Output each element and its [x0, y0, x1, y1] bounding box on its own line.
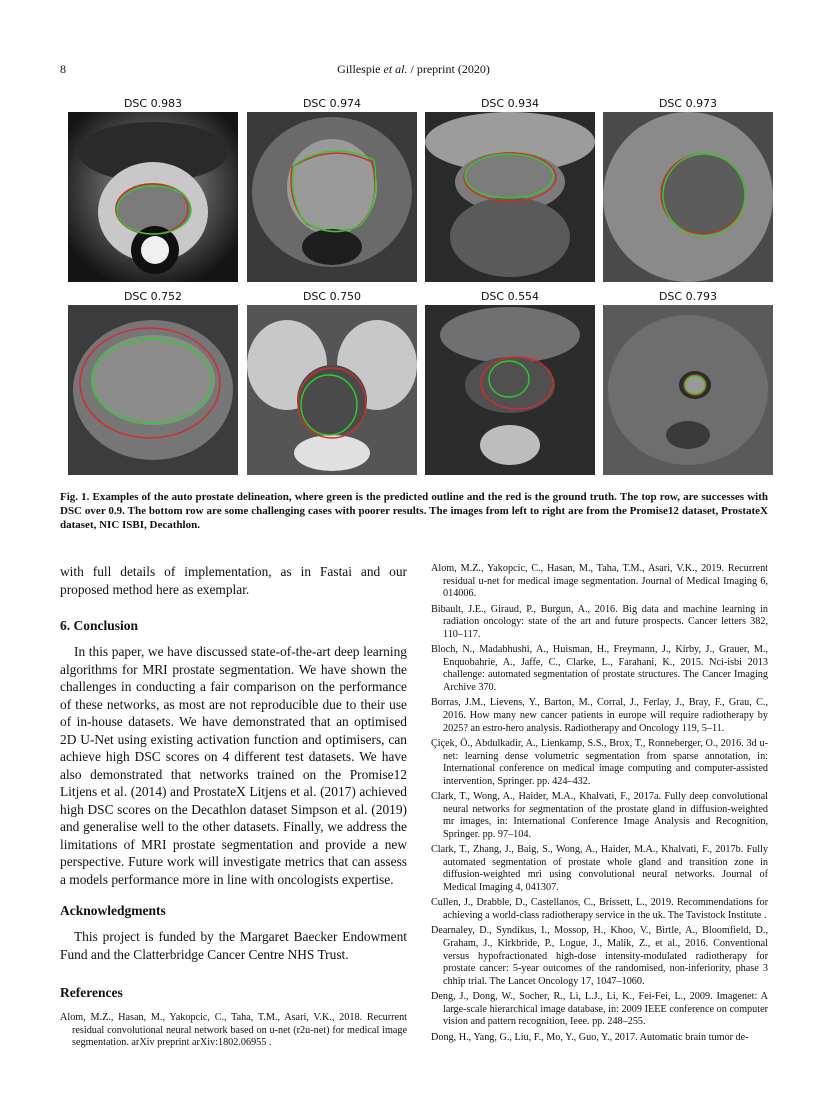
mri-scan-4	[603, 112, 773, 282]
conclusion-heading: 6. Conclusion	[60, 618, 139, 633]
panel-label-6: DSC 0.750	[302, 290, 362, 303]
running-head: Gillespie et al. / preprint (2020)	[337, 62, 490, 76]
panel-label-5: DSC 0.752	[123, 290, 183, 303]
acknowledgments-heading: Acknowledgments	[60, 903, 166, 918]
mri-scan-8	[603, 305, 773, 475]
reference-item: Çiçek, Ö., Abdulkadir, A., Lienkamp, S.S., Brox, T., Ronneberger, O., 2016. 3d u-net: learning dense volumetric segmentation from sparse annotation, in: International conference on medical image computing and computer-assisted intervention, Springer. pp. 424–432.	[431, 737, 768, 787]
panel-label-4: DSC 0.973	[658, 97, 718, 110]
reference-item: Dong, H., Yang, G., Liu, F., Mo, Y., Guo, Y., 2017. Automatic brain tumor de-	[431, 1031, 749, 1043]
reference-item: Alom, M.Z., Yakopcic, C., Hasan, M., Taha, T.M., Asari, V.K., 2019. Recurrent residual u-net for medical image segmentation. Journal of Medical Imaging 6, 014006.	[431, 563, 768, 600]
mri-scan-6	[247, 305, 417, 475]
acknowledgments-paragraph: This project is funded by the Margaret Baecker Endowment Fund and the Clatterbridge Cancer Centre NHS Trust.	[60, 929, 407, 962]
intro-paragraph: with full details of implementation, as in Fastai and our proposed method here as exemplar.	[60, 564, 407, 597]
reference-list-left	[60, 1012, 407, 1053]
figure-caption: Fig. 1. Examples of the auto prostate delineation, where green is the predicted outline and the red is the ground truth. The top row, are successes with DSC over 0.9. The bottom row are some challenging cases with poorer results. The images from left to right are from the Promise12 dataset, ProstateX dataset, NIC ISBI, Decathlon.	[60, 491, 768, 531]
reference-item: Cullen, J., Drabble, D., Castellanos, C., Brissett, L., 2019. Recommendations for achieving a world-class radiotherapy service in the uk. The Tavistock Institute .	[431, 897, 768, 922]
reference-item: Clark, T., Wong, A., Haider, M.A., Khalvati, F., 2017a. Fully deep convolutional neural networks for segmentation of the prostate gland in diffusion-weighted mr images, in: International Conference Image Analysis and Recognition, Springer. pp. 97–104.	[431, 791, 768, 840]
panel-label-2: DSC 0.974	[302, 97, 362, 110]
mri-scan-3	[425, 112, 595, 282]
mri-scan-2	[247, 112, 417, 282]
reference-list-right	[431, 563, 768, 1047]
panel-label-7: DSC 0.554	[480, 290, 540, 303]
panel-label-3: DSC 0.934	[480, 97, 540, 110]
panel-label-8: DSC 0.793	[658, 290, 718, 303]
reference-item: Alom, M.Z., Hasan, M., Yakopcic, C., Taha, T.M., Asari, V.K., 2018. Recurrent residual convolutional neural network based on u-net (r2u-net) for medical image segmentation. arXiv preprint arXiv:1802.06955 .	[60, 1012, 407, 1049]
reference-item: Clark, T., Zhang, J., Baig, S., Wong, A., Haider, M.A., Khalvati, F., 2017b. Fully automated segmentation of prostate whole gland and transition zone in diffusion-weighted mri using convolutional neural networks. Journal of Medical Imaging 4, 041307.	[431, 844, 768, 894]
mri-scan-7	[425, 305, 595, 475]
mri-scan-1	[68, 112, 238, 282]
reference-item: Deng, J., Dong, W., Socher, R., Li, L.J., Li, K., Fei-Fei, L., 2009. Imagenet: A large-scale hierarchical image database, in: 2009 IEEE conference on computer vision and pattern recognition, Ieee. pp. 248–255.	[431, 991, 768, 1028]
mri-scan-5	[68, 305, 238, 475]
reference-item: Borras, J.M., Lievens, Y., Barton, M., Corral, J., Ferlay, J., Bray, F., Grau, C., 2016. How many new cancer patients in europe will require radiotherapy by 2025? an estro-hero analysis. Radiotherapy and Oncology 119, 5–11.	[431, 697, 768, 734]
reference-item: Bloch, N., Madabhushi, A., Huisman, H., Freymann, J., Kirby, J., Grauer, M., Enquobahrie, A., Jaffe, C., Clarke, L., Farahani, K., 2015. Nci-isbi 2013 challenge: automated segmentation of prostate structures. The Cancer Imaging Archive 370.	[431, 644, 768, 693]
reference-item: Bibault, J.E., Giraud, P., Burgun, A., 2016. Big data and machine learning in radiation oncology: state of the art and future prospects. Cancer letters 382, 110–117.	[431, 603, 768, 640]
references-heading: References	[60, 985, 123, 1000]
page-number: 8	[60, 62, 66, 76]
conclusion-paragraph: In this paper, we have discussed state-of-the-art deep learning algorithms for MRI prostate segmentation. We have shown the challenges in conducting a fair comparison on the performance of these networks, as most are not reproducible due to their use of in-house datasets. We have demonstrated that an optimised 2D U-Net using existing activation function and optimisers, can achieve high DSC scores on 4 different test datasets. We have also demonstrated that networks trained on the Promise12 Litjens et al. (2014) and ProstateX Litjens et al. (2017) achieved high DSC scores on the Decathlon dataset Simpson et al. (2019) and generalise well to the other datasets. Finally, we address the limitations of MRI prostate segmentation and provide a new perspective. Future work will investigate metrics that can assess a models performance more in line with oncologists expertise.	[60, 644, 407, 887]
reference-item: Dearnaley, D., Syndikus, I., Mossop, H., Khoo, V., Birtle, A., Bloomfield, D., Graham, J., Kirkbride, P., Logue, J., Malik, Z., et al., 2016. Conventional versus hypofractionated high-dose intensity-modulated radiotherapy for prostate cancer: 5-year outcomes of the randomised, non-inferiority, phase 3 chhip trial. The Lancet Oncology 17, 1047–1060.	[431, 925, 768, 987]
panel-label-1: DSC 0.983	[123, 97, 183, 110]
